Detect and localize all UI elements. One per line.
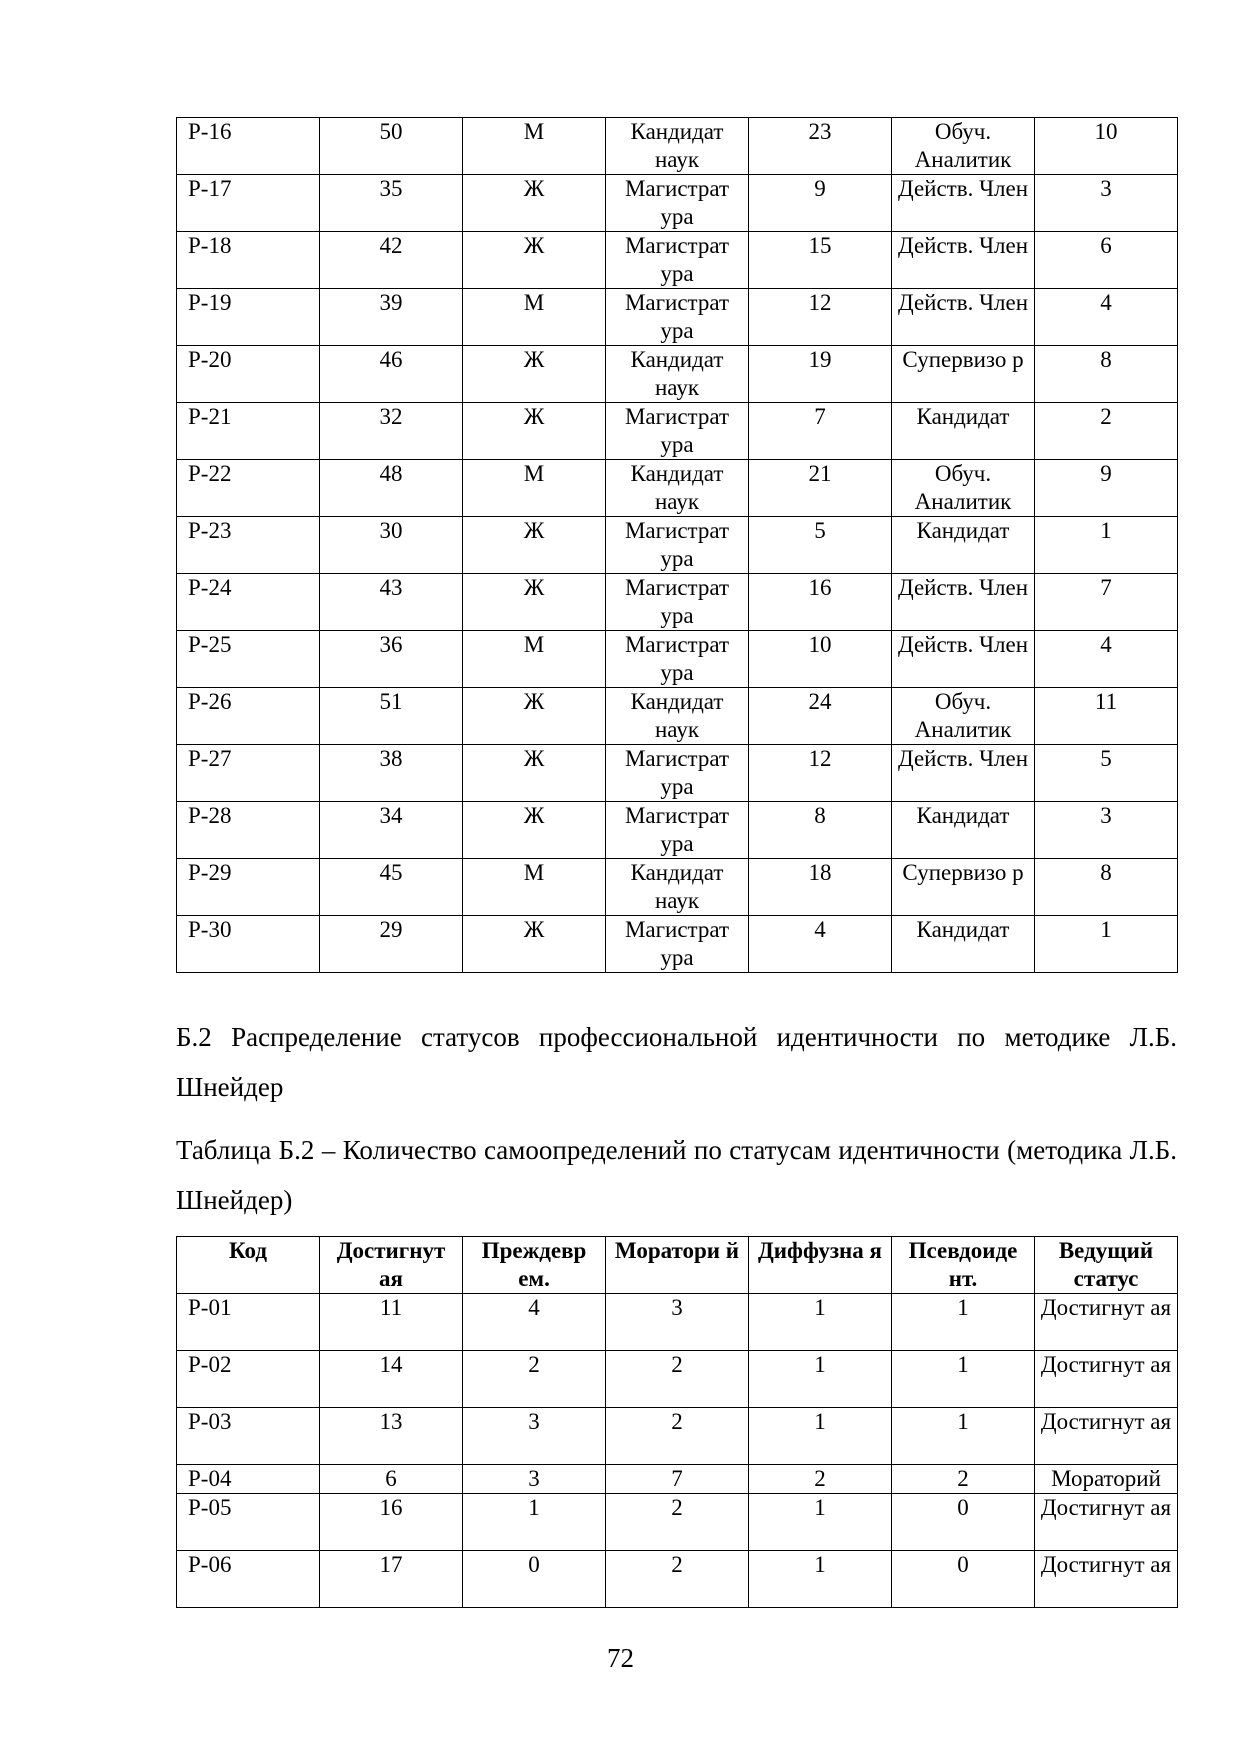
table-cell: 45 [320, 859, 463, 916]
table-cell: 1 [749, 1494, 892, 1551]
table-cell: Достигнут ая [1035, 1294, 1178, 1351]
table-cell: Магистрат ура [606, 403, 749, 460]
table-cell: Р-05 [177, 1494, 320, 1551]
table-row [177, 1494, 1178, 1551]
table-row [177, 460, 1178, 517]
table-cell: Магистрат ура [606, 175, 749, 232]
table-cell: 0 [892, 1551, 1035, 1608]
table-cell: 6 [320, 1465, 463, 1494]
table-cell: 1 [892, 1408, 1035, 1465]
column-header: Достигнут ая [320, 1237, 463, 1294]
table-cell: Достигнут ая [1035, 1494, 1178, 1551]
table-cell: 10 [749, 631, 892, 688]
table-cell: 8 [1035, 346, 1178, 403]
table-cell: 11 [320, 1294, 463, 1351]
table-cell: 4 [1035, 289, 1178, 346]
table-cell: М [463, 631, 606, 688]
table-caption: Таблица Б.2 – Количество самоопределений по статусам идентичности (методика Л.Б. Шнейдер) [176, 1135, 1177, 1215]
table-cell: Магистрат ура [606, 289, 749, 346]
table-cell: Магистрат ура [606, 745, 749, 802]
table-row [177, 802, 1178, 859]
table-cell: 3 [1035, 175, 1178, 232]
table-cell: 8 [749, 802, 892, 859]
table-cell: Действ. Член [892, 631, 1035, 688]
table-cell: Р-23 [177, 517, 320, 574]
table-cell: Р-27 [177, 745, 320, 802]
column-header: Моратори й [606, 1237, 749, 1294]
table-cell: Ж [463, 745, 606, 802]
table-row [177, 1351, 1178, 1408]
column-header: Преждевр ем. [463, 1237, 606, 1294]
table-cell: Супервизо р [892, 346, 1035, 403]
table-cell: 38 [320, 745, 463, 802]
table-cell: Р-24 [177, 574, 320, 631]
table-cell: Р-28 [177, 802, 320, 859]
table-cell: Ж [463, 403, 606, 460]
table-cell: 21 [749, 460, 892, 517]
table-cell: 14 [320, 1351, 463, 1408]
table-cell: 11 [1035, 688, 1178, 745]
identity-status-table-body [177, 1294, 1178, 1608]
table-cell: 3 [1035, 802, 1178, 859]
table-cell: 9 [749, 175, 892, 232]
table-cell: 5 [749, 517, 892, 574]
table-cell: Ж [463, 175, 606, 232]
table-cell: 16 [749, 574, 892, 631]
table-cell: 1 [749, 1351, 892, 1408]
table-cell: 3 [463, 1408, 606, 1465]
table-cell: 34 [320, 802, 463, 859]
table-cell: Кандидат [892, 403, 1035, 460]
table-cell: Магистрат ура [606, 631, 749, 688]
table-cell: Р-01 [177, 1294, 320, 1351]
table-cell: Кандидат наук [606, 460, 749, 517]
table-cell: 6 [1035, 232, 1178, 289]
table-cell: Ж [463, 688, 606, 745]
table-cell: Р-06 [177, 1551, 320, 1608]
table-cell: 2 [1035, 403, 1178, 460]
table-cell: Действ. Член [892, 232, 1035, 289]
table-cell: Ж [463, 574, 606, 631]
table-row [177, 403, 1178, 460]
table-cell: 51 [320, 688, 463, 745]
table-cell: М [463, 859, 606, 916]
table-cell: 35 [320, 175, 463, 232]
table-cell: 19 [749, 346, 892, 403]
table-cell: 2 [463, 1351, 606, 1408]
table-cell: 7 [749, 403, 892, 460]
column-header: Диффузна я [749, 1237, 892, 1294]
table-cell: Р-02 [177, 1351, 320, 1408]
table-cell: 1 [463, 1494, 606, 1551]
table-cell: Кандидат наук [606, 688, 749, 745]
table-row [177, 289, 1178, 346]
table-cell: 1 [892, 1294, 1035, 1351]
table-cell: 17 [320, 1551, 463, 1608]
table-row [177, 517, 1178, 574]
table-cell: Р-17 [177, 175, 320, 232]
table-row [177, 916, 1178, 973]
table-row [177, 574, 1178, 631]
table-row [177, 1465, 1178, 1494]
table-cell: 7 [606, 1465, 749, 1494]
table-cell: 46 [320, 346, 463, 403]
column-header: Ведущий статус [1035, 1237, 1178, 1294]
table-cell: 0 [463, 1551, 606, 1608]
table-cell: 42 [320, 232, 463, 289]
table-cell: Действ. Член [892, 574, 1035, 631]
table-row [177, 859, 1178, 916]
table-cell: Обуч. Аналитик [892, 118, 1035, 175]
table-cell: Р-04 [177, 1465, 320, 1494]
table-cell: 30 [320, 517, 463, 574]
table-cell: 15 [749, 232, 892, 289]
table-row [177, 745, 1178, 802]
table-cell: Р-20 [177, 346, 320, 403]
page-number: 72 [607, 1643, 634, 1673]
table-cell: Достигнут ая [1035, 1408, 1178, 1465]
table-cell: 32 [320, 403, 463, 460]
table-row [177, 688, 1178, 745]
table-cell: Действ. Член [892, 289, 1035, 346]
table-cell: Магистрат ура [606, 916, 749, 973]
table-cell: 39 [320, 289, 463, 346]
table-cell: 1 [749, 1294, 892, 1351]
table-cell: 0 [892, 1494, 1035, 1551]
table-cell: 1 [1035, 916, 1178, 973]
table-cell: 12 [749, 289, 892, 346]
table-cell: 12 [749, 745, 892, 802]
table-cell: Р-26 [177, 688, 320, 745]
table-row [177, 631, 1178, 688]
table-cell: 3 [606, 1294, 749, 1351]
table-cell: 16 [320, 1494, 463, 1551]
table-cell: Ж [463, 916, 606, 973]
table-cell: Р-18 [177, 232, 320, 289]
table-cell: Кандидат [892, 916, 1035, 973]
table-cell: Р-19 [177, 289, 320, 346]
table-cell: 2 [606, 1408, 749, 1465]
table-cell: М [463, 460, 606, 517]
table-cell: 7 [1035, 574, 1178, 631]
table-row [177, 175, 1178, 232]
table-cell: Ж [463, 517, 606, 574]
section-heading: Б.2 Распределение статусов профессиональной идентичности по методике Л.Б. Шнейдер [176, 1022, 1177, 1102]
table-row [177, 1294, 1178, 1351]
table-cell: Обуч. Аналитик [892, 688, 1035, 745]
table-cell: М [463, 118, 606, 175]
table-cell: 2 [892, 1465, 1035, 1494]
participants-table [176, 117, 1178, 973]
table-cell: 5 [1035, 745, 1178, 802]
table-cell: 23 [749, 118, 892, 175]
table-cell: Кандидат наук [606, 118, 749, 175]
table-cell: Магистрат ура [606, 517, 749, 574]
table-cell: Действ. Член [892, 745, 1035, 802]
column-header: Псевдоиде нт. [892, 1237, 1035, 1294]
table-cell: 50 [320, 118, 463, 175]
table-cell: 4 [749, 916, 892, 973]
table-cell: Р-03 [177, 1408, 320, 1465]
table-cell: 29 [320, 916, 463, 973]
table-cell: 13 [320, 1408, 463, 1465]
table-cell: 2 [749, 1465, 892, 1494]
table-row [177, 232, 1178, 289]
table-cell: 36 [320, 631, 463, 688]
table-row [177, 1408, 1178, 1465]
identity-status-table [176, 1236, 1178, 1608]
table-cell: 24 [749, 688, 892, 745]
table-cell: 9 [1035, 460, 1178, 517]
table-cell: Ж [463, 346, 606, 403]
table-row [177, 1551, 1178, 1608]
table-cell: 1 [749, 1408, 892, 1465]
table-cell: 48 [320, 460, 463, 517]
table-cell: Р-25 [177, 631, 320, 688]
table-cell: 4 [1035, 631, 1178, 688]
table-cell: Обуч. Аналитик [892, 460, 1035, 517]
table-row [177, 346, 1178, 403]
table-cell: 2 [606, 1494, 749, 1551]
table-cell: Достигнут ая [1035, 1551, 1178, 1608]
column-header: Код [177, 1237, 320, 1294]
table-header-row [177, 1237, 1178, 1294]
table-cell: Действ. Член [892, 175, 1035, 232]
table-cell: 8 [1035, 859, 1178, 916]
table-cell: Достигнут ая [1035, 1351, 1178, 1408]
table-cell: Кандидат [892, 517, 1035, 574]
table-cell: Магистрат ура [606, 574, 749, 631]
table-cell: 3 [463, 1465, 606, 1494]
table-cell: Ж [463, 232, 606, 289]
table-cell: Магистрат ура [606, 232, 749, 289]
table-cell: 10 [1035, 118, 1178, 175]
table-cell: Супервизо р [892, 859, 1035, 916]
table-cell: 2 [606, 1551, 749, 1608]
participants-table-body [177, 118, 1178, 973]
table-cell: 18 [749, 859, 892, 916]
table-cell: Р-29 [177, 859, 320, 916]
table-cell: 1 [1035, 517, 1178, 574]
table-cell: 1 [749, 1551, 892, 1608]
table-cell: 43 [320, 574, 463, 631]
table-row [177, 118, 1178, 175]
table-cell: 4 [463, 1294, 606, 1351]
table-cell: 2 [606, 1351, 749, 1408]
table-cell: 1 [892, 1351, 1035, 1408]
table-cell: Кандидат наук [606, 859, 749, 916]
table-cell: Р-16 [177, 118, 320, 175]
table-cell: Магистрат ура [606, 802, 749, 859]
table-cell: Кандидат [892, 802, 1035, 859]
table-cell: Кандидат наук [606, 346, 749, 403]
table-cell: М [463, 289, 606, 346]
table-cell: Р-21 [177, 403, 320, 460]
table-cell: Р-30 [177, 916, 320, 973]
table-cell: Мораторий [1035, 1465, 1178, 1494]
table-cell: Р-22 [177, 460, 320, 517]
table-cell: Ж [463, 802, 606, 859]
